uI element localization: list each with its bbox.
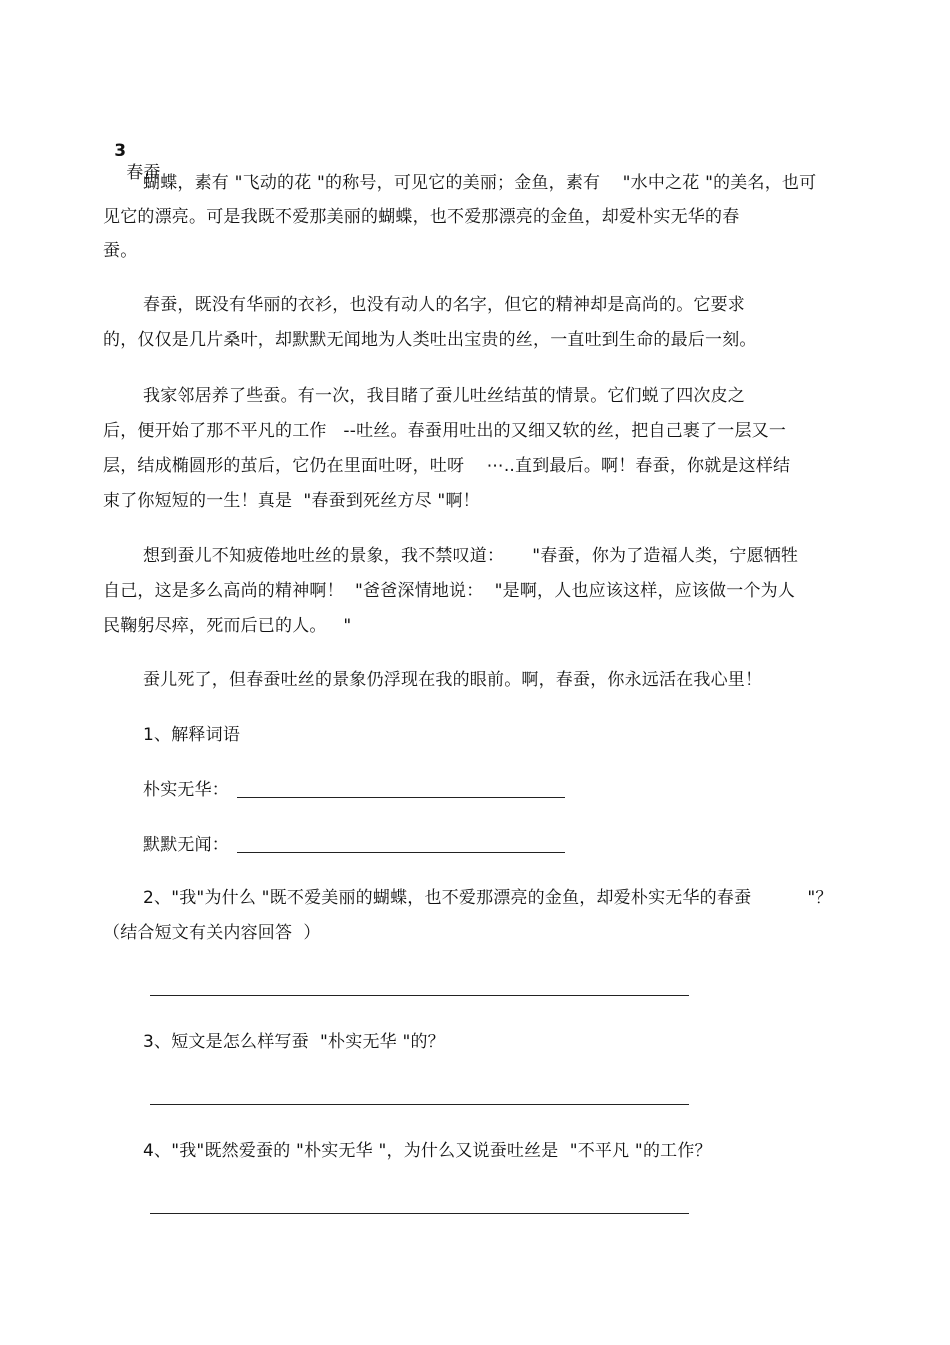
answer-line-question-3[interactable]: [150, 1104, 689, 1105]
question-3-text: 3、短文是怎么样写蚕 "朴实无华 "的？: [143, 1032, 445, 1052]
paragraph-2-line-2: 的，仅仅是几片桑叶，却默默无闻地为人类吐出宝贵的丝，一直吐到生命的最后一刻。: [103, 330, 757, 350]
question-2-line-2: （结合短文有关内容回答 ）: [103, 923, 321, 943]
paragraph-1-line-1: 蝴蝶，素有 "飞动的花 "的称号，可见它的美丽；金鱼，素有 "水中之花 "的美名，也可: [143, 173, 817, 193]
paragraph-5-line-1: 蚕儿死了，但春蚕吐丝的景象仍浮现在我的眼前。啊，春蚕，你永远活在我心里！: [143, 670, 763, 690]
paragraph-4-line-2: 自己，这是多么高尚的精神啊！ "爸爸深情地说： "是啊，人也应该这样，应该做一个为人: [103, 581, 796, 601]
paragraph-1-line-2: 见它的漂亮。可是我既不爱那美丽的蝴蝶，也不爱那漂亮的金鱼，却爱朴实无华的春: [103, 207, 740, 227]
answer-line-term-2[interactable]: [237, 852, 565, 853]
paragraph-3-line-2: 后，便开始了那不平凡的工作 --吐丝。春蚕用吐出的又细又软的丝，把自己裹了一层又一: [103, 421, 787, 441]
paragraph-4-line-3: 民鞠躬尽瘁，死而后已的人。 ": [103, 616, 352, 636]
question-2-line-1: 2、"我"为什么 "既不爱美丽的蝴蝶，也不爱那漂亮的金鱼，却爱朴实无华的春蚕 "？: [143, 888, 833, 908]
paragraph-3-line-3: 层，结成椭圆形的茧后，它仍在里面吐呀，吐呀 ⋯..直到最后。啊！春蚕，你就是这样结: [103, 456, 791, 476]
term-label-2: 默默无闻：: [143, 835, 229, 855]
title-number: 3: [114, 141, 127, 161]
title-text: 春蚕: [126, 163, 161, 183]
question-1-heading: 1、解释词语: [143, 725, 241, 745]
term-label-1: 朴实无华：: [143, 780, 229, 800]
answer-line-question-2[interactable]: [150, 995, 689, 996]
paragraph-3-line-4: 束了你短短的一生！真是 "春蚕到死丝方尽 "啊！: [103, 491, 480, 511]
paragraph-3-line-1: 我家邻居养了些蚕。有一次，我目睹了蚕儿吐丝结茧的情景。它们蜕了四次皮之: [143, 386, 745, 406]
paragraph-2-line-1: 春蚕，既没有华丽的衣衫，也没有动人的名字，但它的精神却是高尚的。它要求: [143, 295, 745, 315]
question-4-text: 4、"我"既然爱蚕的 "朴实无华 "，为什么又说蚕吐丝是 "不平凡 "的工作？: [143, 1141, 712, 1161]
answer-line-term-1[interactable]: [237, 797, 565, 798]
paragraph-1-line-3: 蚕。: [103, 241, 138, 261]
answer-line-question-4[interactable]: [150, 1213, 689, 1214]
paragraph-4-line-1: 想到蚕儿不知疲倦地吐丝的景象，我不禁叹道： "春蚕，你为了造福人类，宁愿牺牲: [143, 546, 799, 566]
